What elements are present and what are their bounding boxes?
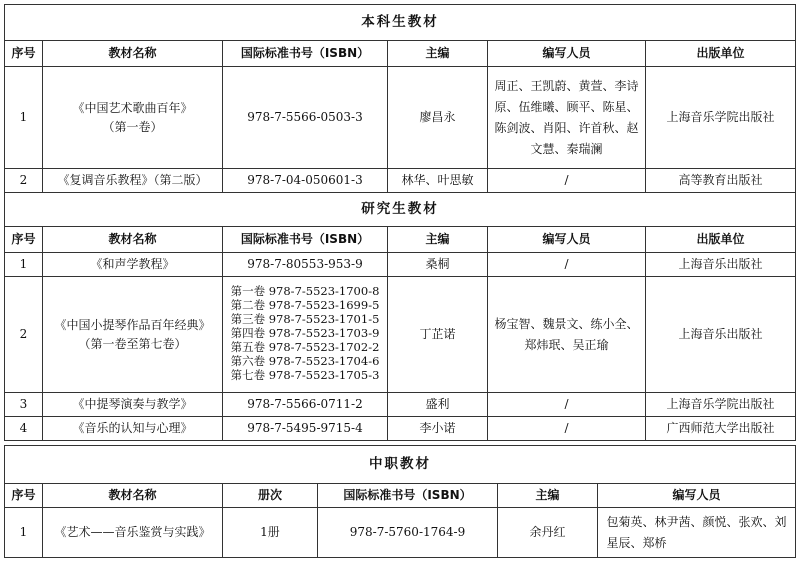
isbn-vol-5: 第五卷 978-7-5523-1702-2 [230, 340, 380, 354]
col-header-name: 教材名称 [43, 41, 223, 67]
writers-text: 周正、王凯蔚、黄萱、李诗原、伍维曦、顾平、陈星、陈剑波、肖阳、许首秋、赵文慧、秦瑞澜 [494, 78, 639, 156]
row-no: 1 [5, 508, 43, 558]
chief-editor: 廖昌永 [388, 67, 488, 169]
chief-editor: 盛利 [388, 393, 488, 417]
col-header-volume: 册次 [223, 484, 318, 508]
book-name: 《音乐的认知与心理》 [43, 417, 223, 441]
undergrad-header-row [5, 41, 796, 67]
book-name-line1: 《中国小提琴作品百年经典》 [54, 317, 211, 332]
book-name [43, 277, 223, 393]
row-no: 1 [5, 253, 43, 277]
graduate-header-row [5, 227, 796, 253]
col-header-publisher: 出版单位 [646, 227, 796, 253]
col-header-isbn: 国际标准书号（ISBN） [223, 227, 388, 253]
writers: / [488, 253, 646, 277]
graduate-title-row [5, 193, 796, 227]
undergrad-table [4, 4, 796, 193]
isbn-vol-6: 第六卷 978-7-5523-1704-6 [230, 354, 380, 368]
table-row [5, 67, 796, 169]
col-header-name: 教材名称 [43, 227, 223, 253]
book-name-line2: （第一卷） [102, 119, 163, 134]
table-row [5, 393, 796, 417]
table-row [5, 508, 796, 558]
book-name-line2: （第一卷至第七卷） [78, 336, 187, 351]
col-header-isbn: 国际标准书号（ISBN） [318, 484, 498, 508]
undergrad-title-row [5, 5, 796, 41]
col-header-publisher: 出版单位 [646, 41, 796, 67]
table-row [5, 417, 796, 441]
vocational-section-title: 中职教材 [5, 446, 796, 484]
vocational-header-row [5, 484, 796, 508]
row-no: 2 [5, 169, 43, 193]
book-name [43, 67, 223, 169]
isbn-vol-4: 第四卷 978-7-5523-1703-9 [230, 326, 380, 340]
publisher: 上海音乐出版社 [646, 277, 796, 393]
writers: / [488, 169, 646, 193]
chief-editor: 余丹红 [498, 508, 598, 558]
book-name: 《和声学教程》 [43, 253, 223, 277]
row-no: 1 [5, 67, 43, 169]
col-header-editor: 主编 [388, 41, 488, 67]
isbn-vol-3: 第三卷 978-7-5523-1701-5 [230, 312, 380, 326]
col-header-no: 序号 [5, 484, 43, 508]
writers-text: 包菊英、林尹茜、颜悦、张欢、刘星辰、郑桥 [606, 514, 787, 550]
isbn-vol-2: 第二卷 978-7-5523-1699-5 [230, 298, 380, 312]
col-header-no: 序号 [5, 227, 43, 253]
writers [598, 508, 796, 558]
chief-editor: 李小诺 [388, 417, 488, 441]
col-header-editor: 主编 [388, 227, 488, 253]
graduate-section-title: 研究生教材 [5, 193, 796, 227]
publisher: 广西师范大学出版社 [646, 417, 796, 441]
row-no: 3 [5, 393, 43, 417]
chief-editor: 林华、叶思敏 [388, 169, 488, 193]
book-name: 《中提琴演奏与教学》 [43, 393, 223, 417]
vocational-table [4, 445, 796, 558]
isbn: 978-7-5760-1764-9 [318, 508, 498, 558]
publisher: 上海音乐出版社 [646, 253, 796, 277]
isbn: 978-7-04-050601-3 [223, 169, 388, 193]
writers [488, 277, 646, 393]
publisher: 上海音乐学院出版社 [646, 67, 796, 169]
writers [488, 67, 646, 169]
book-name: 《艺术——音乐鉴赏与实践》 [43, 508, 223, 558]
publisher: 上海音乐学院出版社 [646, 393, 796, 417]
col-header-name: 教材名称 [43, 484, 223, 508]
row-no: 2 [5, 277, 43, 393]
table-row [5, 169, 796, 193]
table-row [5, 277, 796, 393]
publisher: 高等教育出版社 [646, 169, 796, 193]
volume: 1册 [223, 508, 318, 558]
col-header-writers: 编写人员 [598, 484, 796, 508]
undergrad-section-title: 本科生教材 [5, 5, 796, 41]
isbn: 978-7-5566-0711-2 [223, 393, 388, 417]
col-header-writers: 编写人员 [488, 41, 646, 67]
writers-text: 杨宝智、魏景文、练小全、郑炜珉、吴正瑜 [494, 316, 639, 352]
row-no: 4 [5, 417, 43, 441]
isbn: 978-7-80553-953-9 [223, 253, 388, 277]
isbn: 978-7-5495-9715-4 [223, 417, 388, 441]
isbn-list [223, 277, 388, 393]
col-header-writers: 编写人员 [488, 227, 646, 253]
table-row [5, 253, 796, 277]
writers: / [488, 393, 646, 417]
textbook-sheet [4, 4, 795, 557]
isbn: 978-7-5566-0503-3 [223, 67, 388, 169]
chief-editor: 桑桐 [388, 253, 488, 277]
col-header-editor: 主编 [498, 484, 598, 508]
isbn-vol-7: 第七卷 978-7-5523-1705-3 [230, 368, 380, 382]
col-header-isbn: 国际标准书号（ISBN） [223, 41, 388, 67]
book-name: 《复调音乐教程》（第二版） [43, 169, 223, 193]
chief-editor: 丁芷诺 [388, 277, 488, 393]
book-name-line1: 《中国艺术歌曲百年》 [72, 100, 193, 115]
vocational-title-row [5, 446, 796, 484]
writers: / [488, 417, 646, 441]
isbn-vol-1: 第一卷 978-7-5523-1700-8 [230, 284, 380, 298]
graduate-table [4, 192, 796, 441]
col-header-no: 序号 [5, 41, 43, 67]
